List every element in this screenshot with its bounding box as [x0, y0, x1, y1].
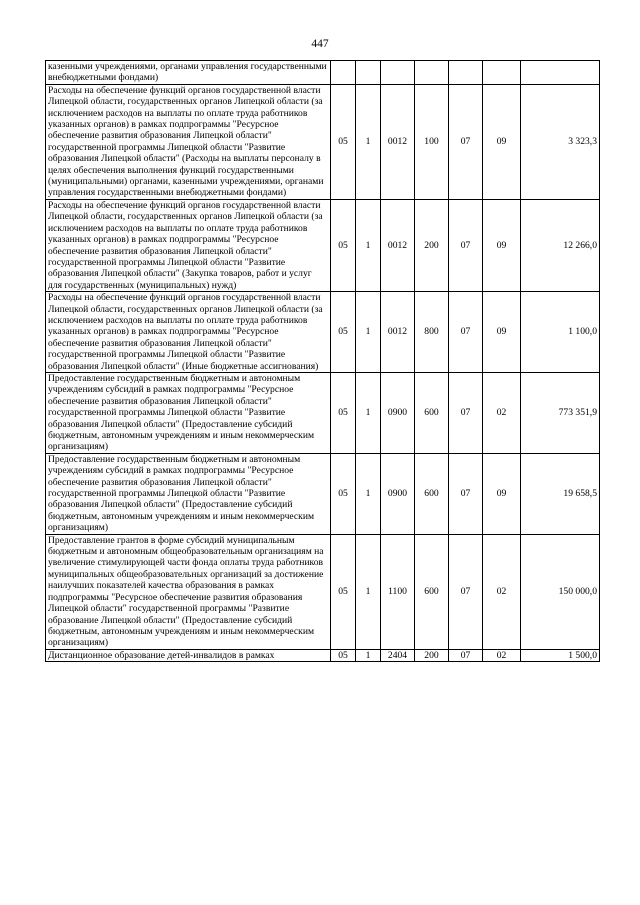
table-row [46, 199, 600, 291]
cell-code-5: 07 [449, 199, 483, 291]
cell-code-1: 05 [331, 292, 356, 373]
cell-code-3: 1100 [381, 534, 415, 649]
cell-code-6: 02 [483, 372, 521, 453]
cell-code-3: 0900 [381, 453, 415, 534]
cell-code-3: 0900 [381, 372, 415, 453]
cell-code-4 [415, 61, 449, 85]
cell-code-4: 200 [415, 649, 449, 661]
cell-code-2: 1 [356, 453, 381, 534]
cell-code-5: 07 [449, 453, 483, 534]
cell-amount: 3 323,3 [521, 84, 600, 199]
cell-code-2: 1 [356, 372, 381, 453]
cell-code-4: 600 [415, 453, 449, 534]
cell-code-1: 05 [331, 453, 356, 534]
cell-code-4: 200 [415, 199, 449, 291]
cell-amount [521, 61, 600, 85]
cell-amount: 1 100,0 [521, 292, 600, 373]
table-row [46, 534, 600, 649]
cell-code-4: 100 [415, 84, 449, 199]
cell-code-1 [331, 61, 356, 85]
cell-code-2: 1 [356, 534, 381, 649]
cell-code-1: 05 [331, 649, 356, 661]
table-row [46, 84, 600, 199]
cell-code-1: 05 [331, 534, 356, 649]
cell-code-1: 05 [331, 84, 356, 199]
cell-code-5 [449, 61, 483, 85]
cell-code-5: 07 [449, 372, 483, 453]
cell-code-5: 07 [449, 292, 483, 373]
row-description: Дистанционное образование детей-инвалидов в рамках [46, 649, 331, 661]
cell-code-6: 09 [483, 453, 521, 534]
cell-amount: 1 500,0 [521, 649, 600, 661]
table-row [46, 453, 600, 534]
cell-code-6: 09 [483, 84, 521, 199]
cell-code-4: 600 [415, 534, 449, 649]
cell-code-2: 1 [356, 649, 381, 661]
cell-code-3: 2404 [381, 649, 415, 661]
cell-code-3: 0012 [381, 84, 415, 199]
table-row [46, 292, 600, 373]
row-description: Расходы на обеспечение функций органов государственной власти Липецкой области, государственных органов Липецкой области (за исключением расходов на выплаты по оплате труда работников указанных органов) в рамках подпрограммы "Ресурсное обеспечение развития образования Липецкой области" государственной программы Липецкой области "Развитие образования Липецкой области" (Расходы на выплаты персоналу в целях обеспечения выполнения функций государственными (муниципальными) органами, казенными учреждениями, органами управления государственными внебюджетными фондами) [46, 84, 331, 199]
cell-code-3: 0012 [381, 292, 415, 373]
page-number: 447 [311, 38, 329, 50]
row-description: Расходы на обеспечение функций органов государственной власти Липецкой области, государственных органов Липецкой области (за исключением расходов на выплаты по оплате труда работников указанных органов) в рамках подпрограммы "Ресурсное обеспечение развития образования Липецкой области" государственной программы Липецкой области "Развитие образования Липецкой области" (Иные бюджетные ассигнования) [46, 292, 331, 373]
cell-code-4: 800 [415, 292, 449, 373]
cell-code-6: 02 [483, 534, 521, 649]
table-row [46, 649, 600, 661]
cell-code-5: 07 [449, 534, 483, 649]
cell-code-6 [483, 61, 521, 85]
row-description: казенными учреждениями, органами управления государственными внебюджетными фондами) [46, 61, 331, 85]
cell-amount: 773 351,9 [521, 372, 600, 453]
cell-code-1: 05 [331, 372, 356, 453]
table-row [46, 372, 600, 453]
row-description: Предоставление государственным бюджетным и автономным учреждениям субсидий в рамках подпрограммы "Ресурсное обеспечение развития образования Липецкой области" государственной программы Липецкой области "Развитие образования Липецкой области" (Предоставление субсидий бюджетным, автономным учреждениям и иным некоммерческим организациям) [46, 453, 331, 534]
cell-code-2: 1 [356, 84, 381, 199]
cell-code-3: 0012 [381, 199, 415, 291]
cell-code-5: 07 [449, 84, 483, 199]
budget-table [45, 60, 600, 662]
cell-code-6: 09 [483, 292, 521, 373]
cell-code-3 [381, 61, 415, 85]
cell-code-1: 05 [331, 199, 356, 291]
cell-code-5: 07 [449, 649, 483, 661]
table-row [46, 61, 600, 85]
cell-code-4: 600 [415, 372, 449, 453]
cell-code-6: 02 [483, 649, 521, 661]
cell-amount: 12 266,0 [521, 199, 600, 291]
row-description: Предоставление государственным бюджетным и автономным учреждениям субсидий в рамках подпрограммы "Ресурсное обеспечение развития образования Липецкой области" государственной программы Липецкой области "Развитие образования Липецкой области" (Предоставление субсидий бюджетным, автономным учреждениям и иным некоммерческим организациям) [46, 372, 331, 453]
cell-amount: 19 658,5 [521, 453, 600, 534]
cell-code-2: 1 [356, 292, 381, 373]
cell-amount: 150 000,0 [521, 534, 600, 649]
row-description: Расходы на обеспечение функций органов государственной власти Липецкой области, государственных органов Липецкой области (за исключением расходов на выплаты по оплате труда работников указанных органов) в рамках подпрограммы "Ресурсное обеспечение развития образования Липецкой области" государственной программы Липецкой области "Развитие образования Липецкой области" (Закупка товаров, работ и услуг для государственных (муниципальных) нужд) [46, 199, 331, 291]
cell-code-2 [356, 61, 381, 85]
cell-code-6: 09 [483, 199, 521, 291]
row-description: Предоставление грантов в форме субсидий муниципальным бюджетным и автономным общеобразовательным организациям на увеличение стимулирующей части фонда оплаты труда работников муниципальных общеобразовательных организаций за достижение наилучших показателей качества образования в рамках подпрограммы "Ресурсное обеспечение развития образования Липецкой области" государственной программы "Развитие образование Липецкой области" (Предоставление субсидий бюджетным, автономным учреждениям и иным некоммерческим организациям) [46, 534, 331, 649]
cell-code-2: 1 [356, 199, 381, 291]
